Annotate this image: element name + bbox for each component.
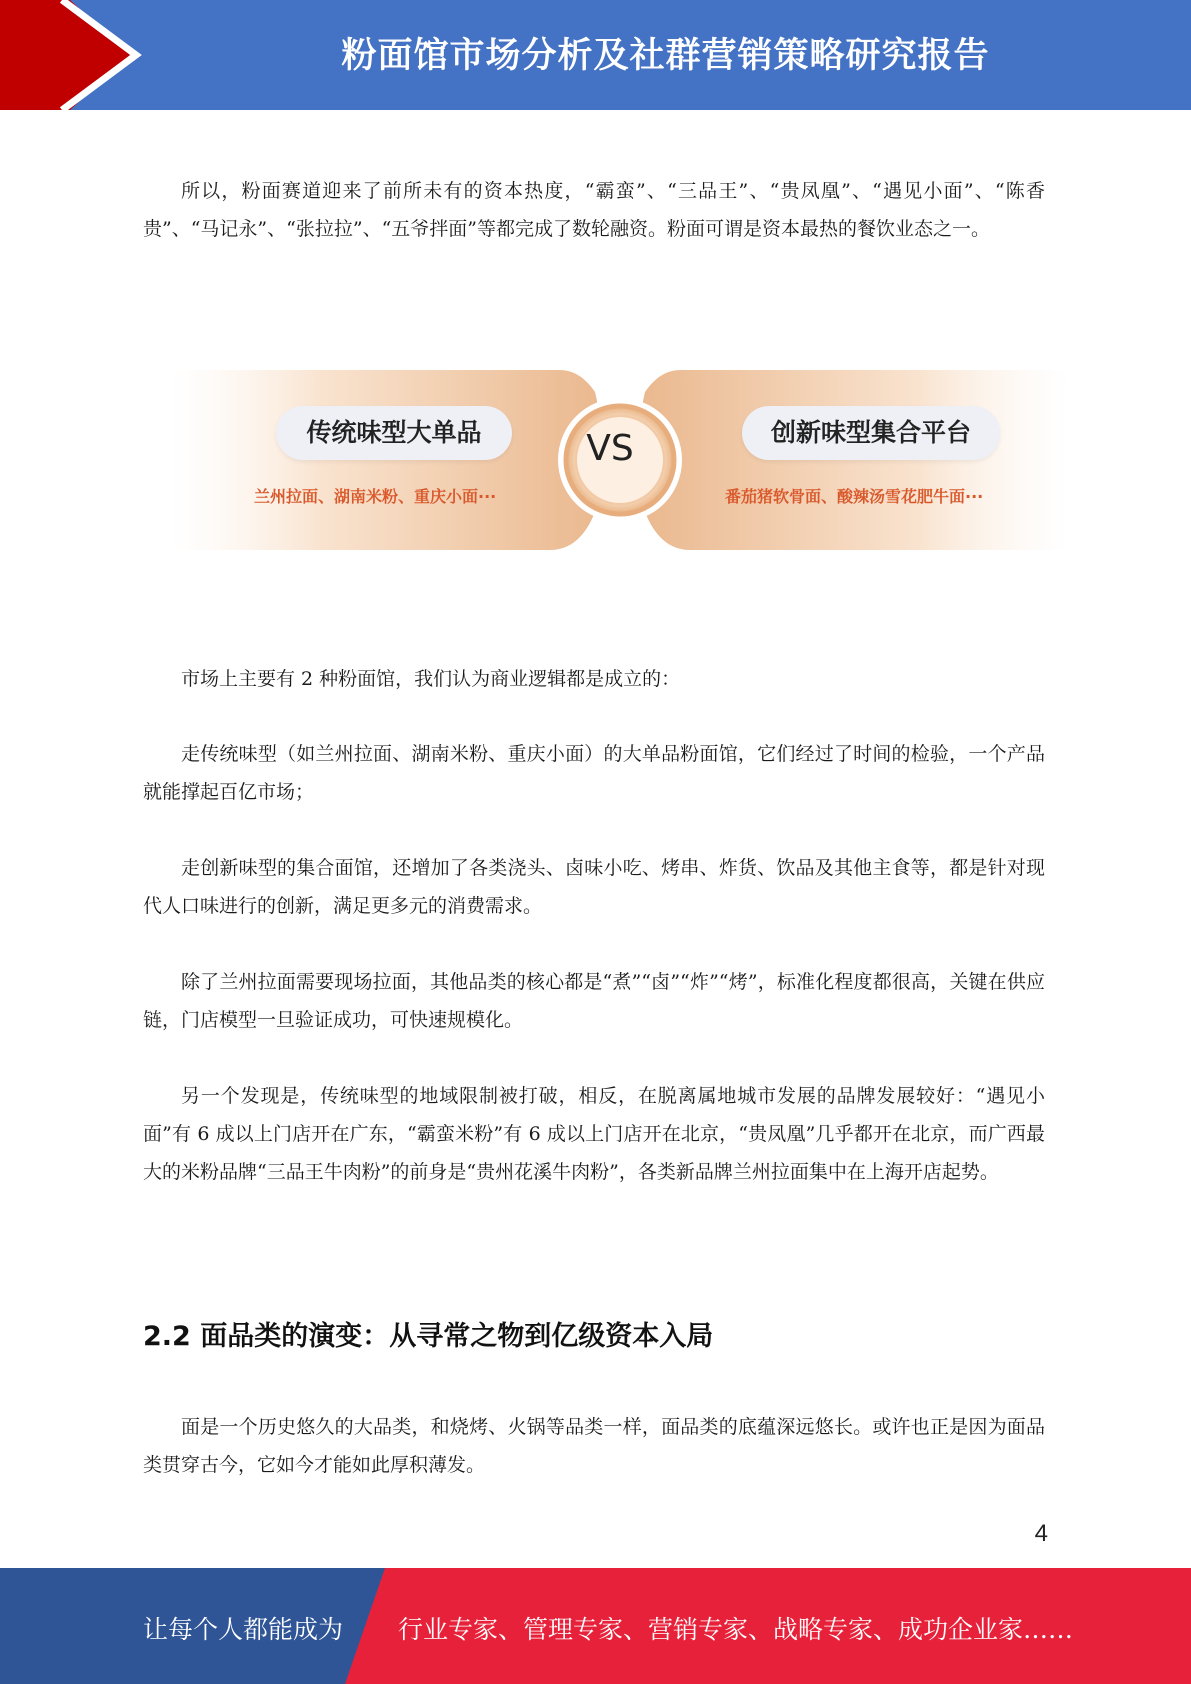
- paragraph-capital-heat: 所以，粉面赛道迎来了前所未有的资本热度，“霸蛮”、“三品王”、“贵凤凰”、“遇见小面”、“陈香贵”、“马记永”、“张拉拉”、“五爷拌面”等都完成了数轮融资。粉面可谓是资本最热的餐饮业态之一。: [143, 180, 1045, 240]
- section-heading: 2.2 面品类的演变：从寻常之物到亿级资本入局: [143, 1321, 714, 1352]
- paragraph-regional: 另一个发现是，传统味型的地域限制被打破，相反，在脱离属地城市发展的品牌发展较好：“遇见小面”有 6 成以上门店开在广东，“霸蛮米粉”有 6 成以上门店开在北京，“贵凤凰”几乎都开在北京，而广西最大的米粉品牌“三品王牛肉粉”的前身是“贵州花溪牛肉粉”，各类新品牌兰州拉面集中在上海开店起势。: [143, 1085, 1045, 1183]
- comparison-graphic: [170, 362, 1070, 562]
- page-header: [0, 0, 1191, 110]
- paragraph-innovative: 走创新味型的集合面馆，还增加了各类浇头、卤味小吃、烤串、炸货、饮品及其他主食等，都是针对现代人口味进行的创新，满足更多元的消费需求。: [143, 857, 1045, 917]
- innovative-flavor-label: 创新味型集合平台: [742, 406, 1000, 460]
- paragraph-traditional: 走传统味型（如兰州拉面、湖南米粉、重庆小面）的大单品粉面馆，它们经过了时间的检验，一个产品就能撑起百亿市场；: [143, 743, 1045, 803]
- vs-badge: VS: [586, 428, 634, 469]
- traditional-flavor-examples: 兰州拉面、湖南米粉、重庆小面···: [254, 487, 497, 506]
- paragraph-two-types: 市场上主要有 2 种粉面馆，我们认为商业逻辑都是成立的：: [181, 668, 681, 690]
- page-number: 4: [1034, 1520, 1048, 1547]
- traditional-flavor-label: 传统味型大单品: [276, 406, 512, 460]
- innovative-flavor-examples: 番茄猪软骨面、酸辣汤雪花肥牛面···: [725, 487, 984, 506]
- footer-slogan-left: 让每个人都能成为: [143, 1615, 344, 1644]
- page-footer: [0, 1568, 1191, 1684]
- footer-slogan-right: 行业专家、管理专家、营销专家、战略专家、成功企业家……: [398, 1615, 1074, 1644]
- paragraph-noodle-history: 面是一个历史悠久的大品类，和烧烤、火锅等品类一样，面品类的底蕴深远悠长。或许也正是因为面品类贯穿古今，它如今才能如此厚积薄发。: [143, 1416, 1045, 1476]
- document-title: 粉面馆市场分析及社群营销策略研究报告: [341, 36, 990, 76]
- header-arrow-decoration: [0, 0, 160, 110]
- paragraph-standardization: 除了兰州拉面需要现场拉面，其他品类的核心都是“煮”“卤”“炸”“烤”，标准化程度都很高，关键在供应链，门店模型一旦验证成功，可快速规模化。: [143, 971, 1045, 1031]
